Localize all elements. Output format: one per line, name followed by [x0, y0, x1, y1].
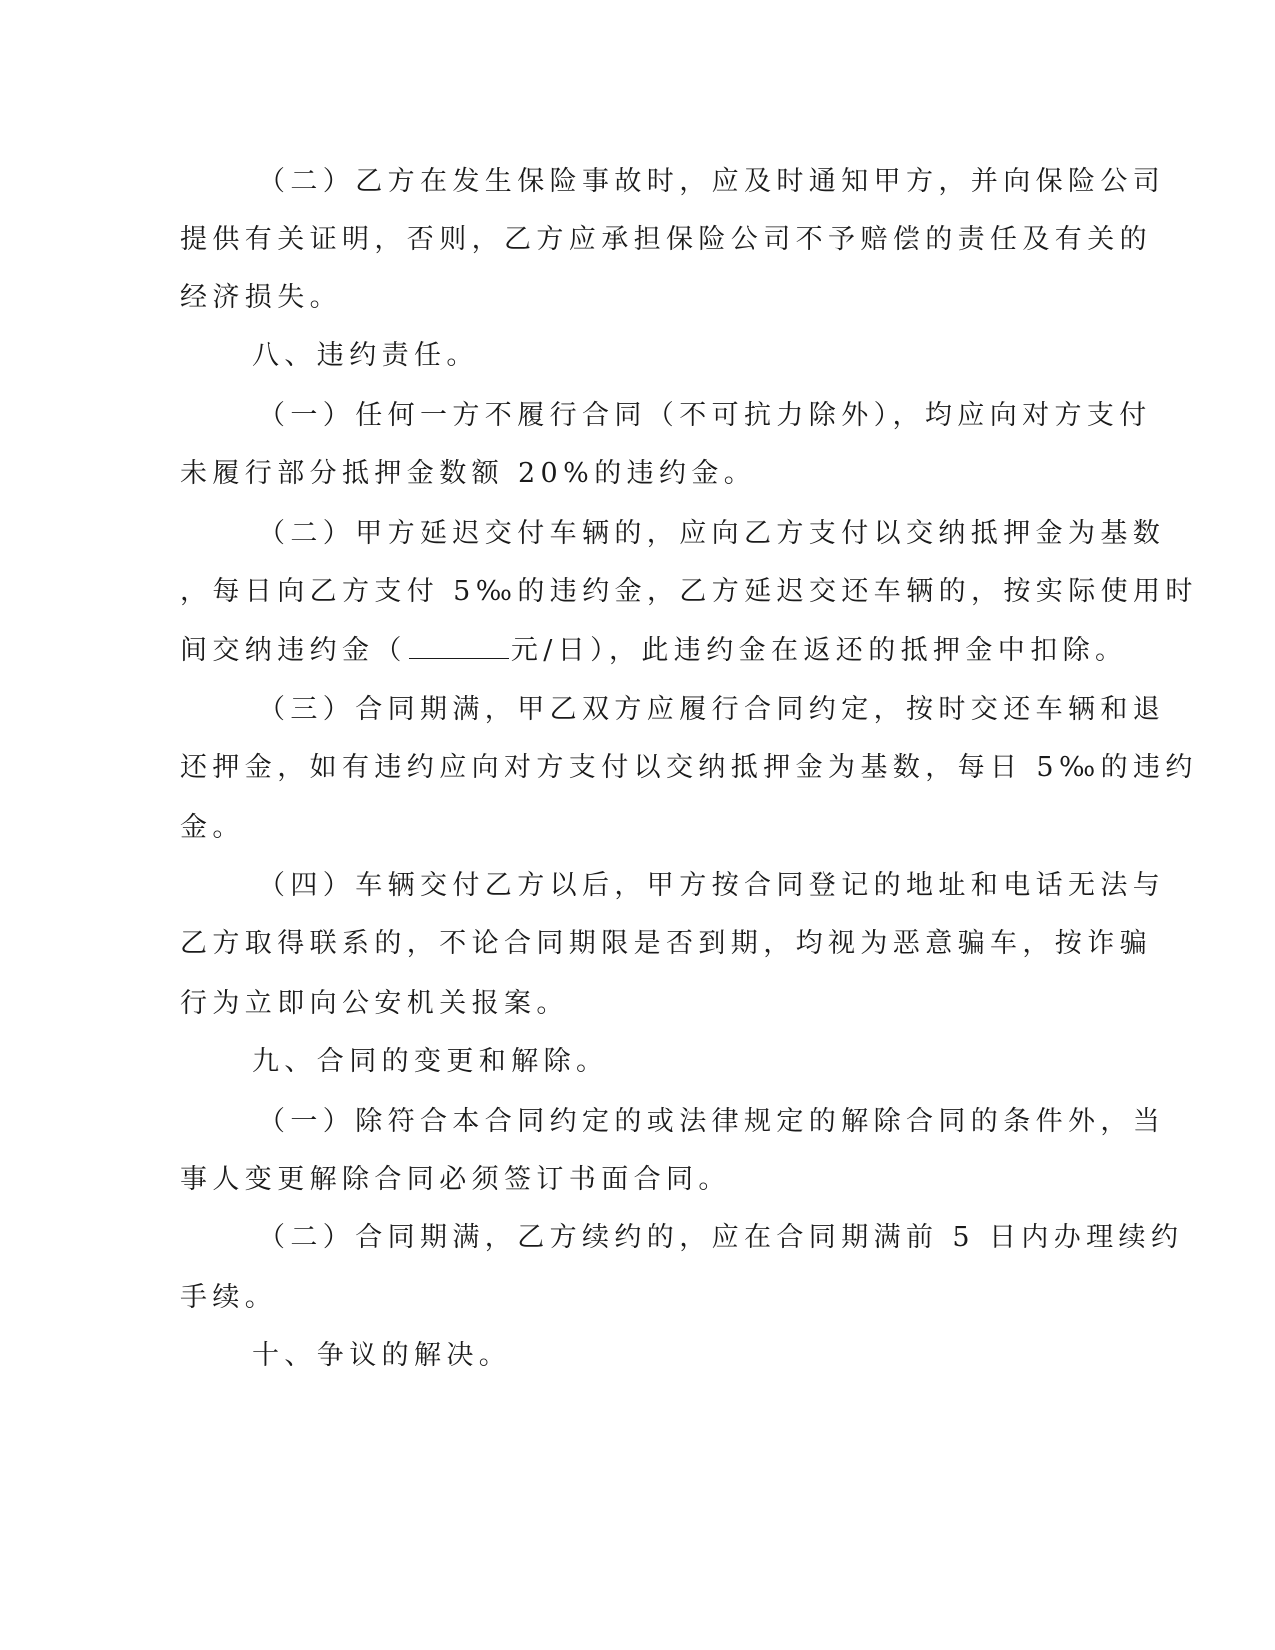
text-line: 事人变更解除合同必须签订书面合同。	[180, 1164, 731, 1195]
fill-in-blank	[409, 638, 509, 659]
text-line: （二）合同期满，乙方续约的，应在合同期满前 5 日内办理续约	[258, 1222, 1184, 1253]
text-line: ，每日向乙方支付 5‰的违约金，乙方延迟交还车辆的，按实际使用时	[180, 576, 1198, 607]
text-line: （三）合同期满，甲乙双方应履行合同约定，按时交还车辆和退	[258, 694, 1166, 725]
text-line: 提供有关证明，否则，乙方应承担保险公司不予赔偿的责任及有关的	[180, 224, 1152, 255]
text-line: 手续。	[180, 1282, 278, 1313]
text-line: （二）甲方延迟交付车辆的，应向乙方支付以交纳抵押金为基数	[258, 518, 1166, 549]
text-segment: 元/日），此违约金在返还的抵押金中扣除。	[510, 635, 1128, 666]
section-heading: 九、合同的变更和解除。	[252, 1046, 609, 1077]
text-line: 金。	[180, 812, 245, 843]
text-line: 还押金，如有违约应向对方支付以交纳抵押金为基数，每日 5‰的违约	[180, 752, 1198, 783]
text-line: （四）车辆交付乙方以后，甲方按合同登记的地址和电话无法与	[258, 870, 1166, 901]
text-line: 行为立即向公安机关报案。	[180, 988, 569, 1019]
section-heading: 八、违约责任。	[252, 340, 479, 371]
text-line: 未履行部分抵押金数额 20%的违约金。	[180, 458, 757, 489]
text-line: 经济损失。	[180, 282, 342, 313]
section-heading: 十、争议的解决。	[252, 1340, 512, 1371]
text-line: （一）除符合本合同约定的或法律规定的解除合同的条件外，当	[258, 1106, 1166, 1137]
text-segment: 间交纳违约金（	[180, 635, 407, 666]
text-line: （二）乙方在发生保险事故时，应及时通知甲方，并向保险公司	[258, 166, 1166, 197]
text-line: 乙方取得联系的，不论合同期限是否到期，均视为恶意骗车，按诈骗	[180, 928, 1152, 959]
text-line	[180, 635, 1127, 667]
text-line: （一）任何一方不履行合同（不可抗力除外），均应向对方支付	[258, 400, 1152, 431]
